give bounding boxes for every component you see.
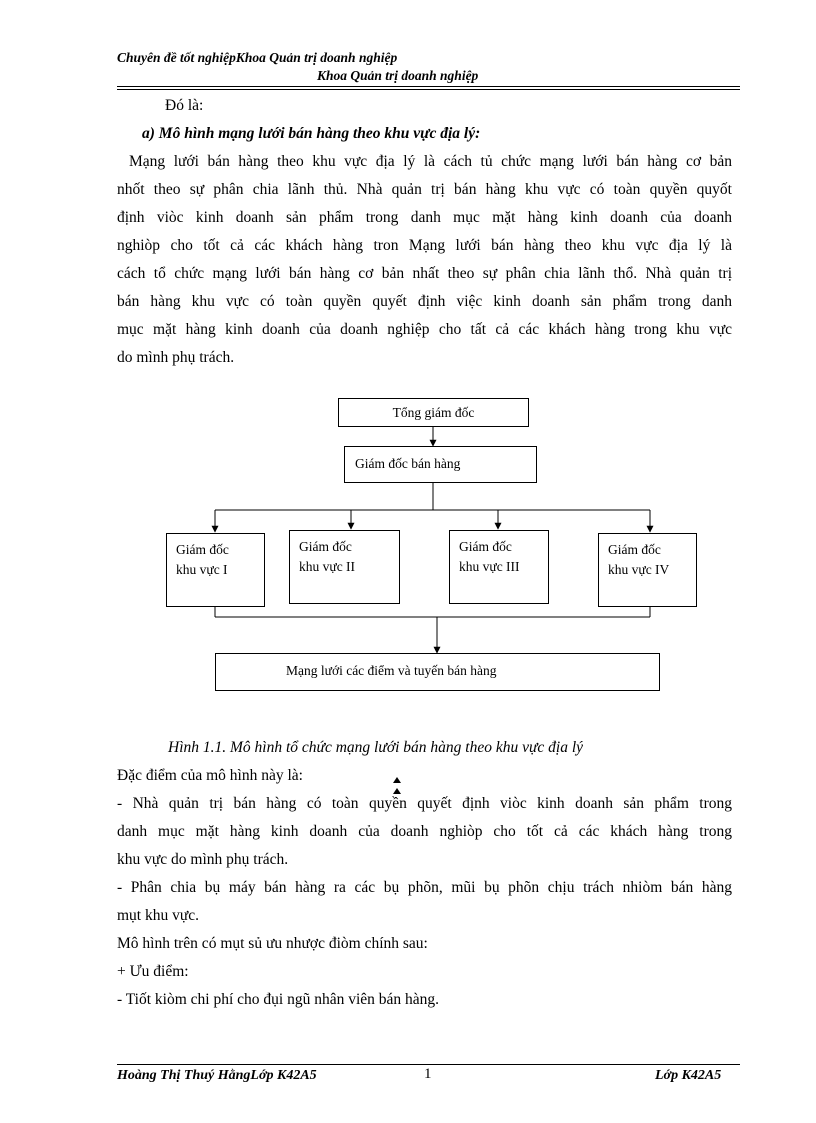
region-box-1 (166, 533, 265, 607)
features-title: Đặc điểm của mô hình này là: (117, 767, 303, 784)
figure-caption: Hình 1.1. Mô hình tổ chức mạng lưới bán hàng theo khu vực địa lý (168, 739, 584, 756)
region-title: Giám đốc (176, 542, 229, 557)
paragraph-line: mục mặt hàng kinh doanh của doanh nghiệp cho tất cả các khách hàng trong khu vực (117, 321, 732, 338)
paragraph-line: nghiòp cho tốt cả các khách hàng tron Mạng lưới bán hàng theo khu vực địa lý là (117, 237, 732, 254)
feature-line: khu vực do mình phụ trách. (117, 851, 289, 868)
paragraph-line: Mạng lưới bán hàng theo khu vực địa lý là cách tủ chức mạng lưới bán hàng cơ bản (129, 153, 732, 170)
region-box-3 (449, 530, 549, 604)
ceo-box (338, 398, 529, 427)
footer-author: Hoàng Thị Thuý HằngLớp K42A5 (117, 1068, 317, 1083)
region-name: khu vực III (459, 559, 520, 574)
sales-network-label: Mạng lưới các điểm và tuyến bán hàng (286, 663, 497, 678)
footer-rule (117, 1064, 740, 1065)
header-line-2: Khoa Quản trị doanh nghiệp (317, 68, 479, 83)
region-name: khu vực II (299, 559, 356, 574)
region-name: khu vực IV (608, 562, 670, 577)
ceo-label: Tổng giám đốc (392, 405, 475, 420)
feature-line: - Phân chia bụ máy bán hàng ra các bụ phõn, mũi bụ phõn chịu trách nhiòm bán hàng (117, 879, 732, 896)
pros-item: - Tiốt kiòm chi phí cho đụi ngũ nhân viên bán hàng. (117, 991, 440, 1008)
sales-director-box (344, 446, 537, 483)
sales-network-box (215, 653, 660, 691)
region-title: Giám đốc (459, 539, 512, 554)
footer-class: Lớp K42A5 (655, 1068, 722, 1083)
region-box-2 (289, 530, 400, 604)
feature-line: - Nhà quản trị bán hàng có toàn quyền quyết định viòc kinh doanh sản phẩm trong (117, 795, 732, 812)
features-list (117, 790, 732, 1014)
pros-title: + Ưu điểm: (117, 963, 189, 980)
paragraph-line: định viòc kinh doanh sản phẩm trong danh mục mặt hàng kinh doanh của doanh (117, 209, 732, 226)
region-title: Giám đốc (299, 539, 352, 554)
paragraph-line: do mình phụ trách. (117, 349, 235, 366)
feature-line: mụt khu vực. (117, 907, 200, 924)
section-a-heading: a) Mô hình mạng lưới bán hàng theo khu vực địa lý: (142, 125, 481, 142)
feature-line: danh mục mặt hàng kinh doanh của doanh nghiòp cho tốt cả các khách hàng trong (117, 823, 732, 840)
region-box-4 (598, 533, 697, 607)
region-title: Giám đốc (608, 542, 661, 557)
region-name: khu vực I (176, 562, 228, 577)
sales-director-label: Giám đốc bán hàng (355, 456, 461, 471)
header-line-1: Chuyên đề tốt nghiệpKhoa Quản trị doanh nghiệp (117, 50, 398, 65)
page-number: 1 (424, 1066, 432, 1082)
intro-text: Đó là: (165, 97, 204, 114)
pros-intro: Mô hình trên có mụt sủ ưu nhược điòm chính sau: (117, 935, 428, 952)
paragraph-line: bán hàng khu vực có toàn quyền quyết định việc kinh doanh sản phẩm trong danh (117, 293, 732, 310)
paragraph-line: cách tổ chức mạng lưới bán hàng cơ bản nhất theo sự phân chia lãnh thổ. Nhà quản trị (117, 265, 732, 282)
paragraph-line: nhốt theo sự phân chia lãnh thủ. Nhà quản trị bán hàng khu vực có toàn quyền quyốt (117, 181, 732, 198)
